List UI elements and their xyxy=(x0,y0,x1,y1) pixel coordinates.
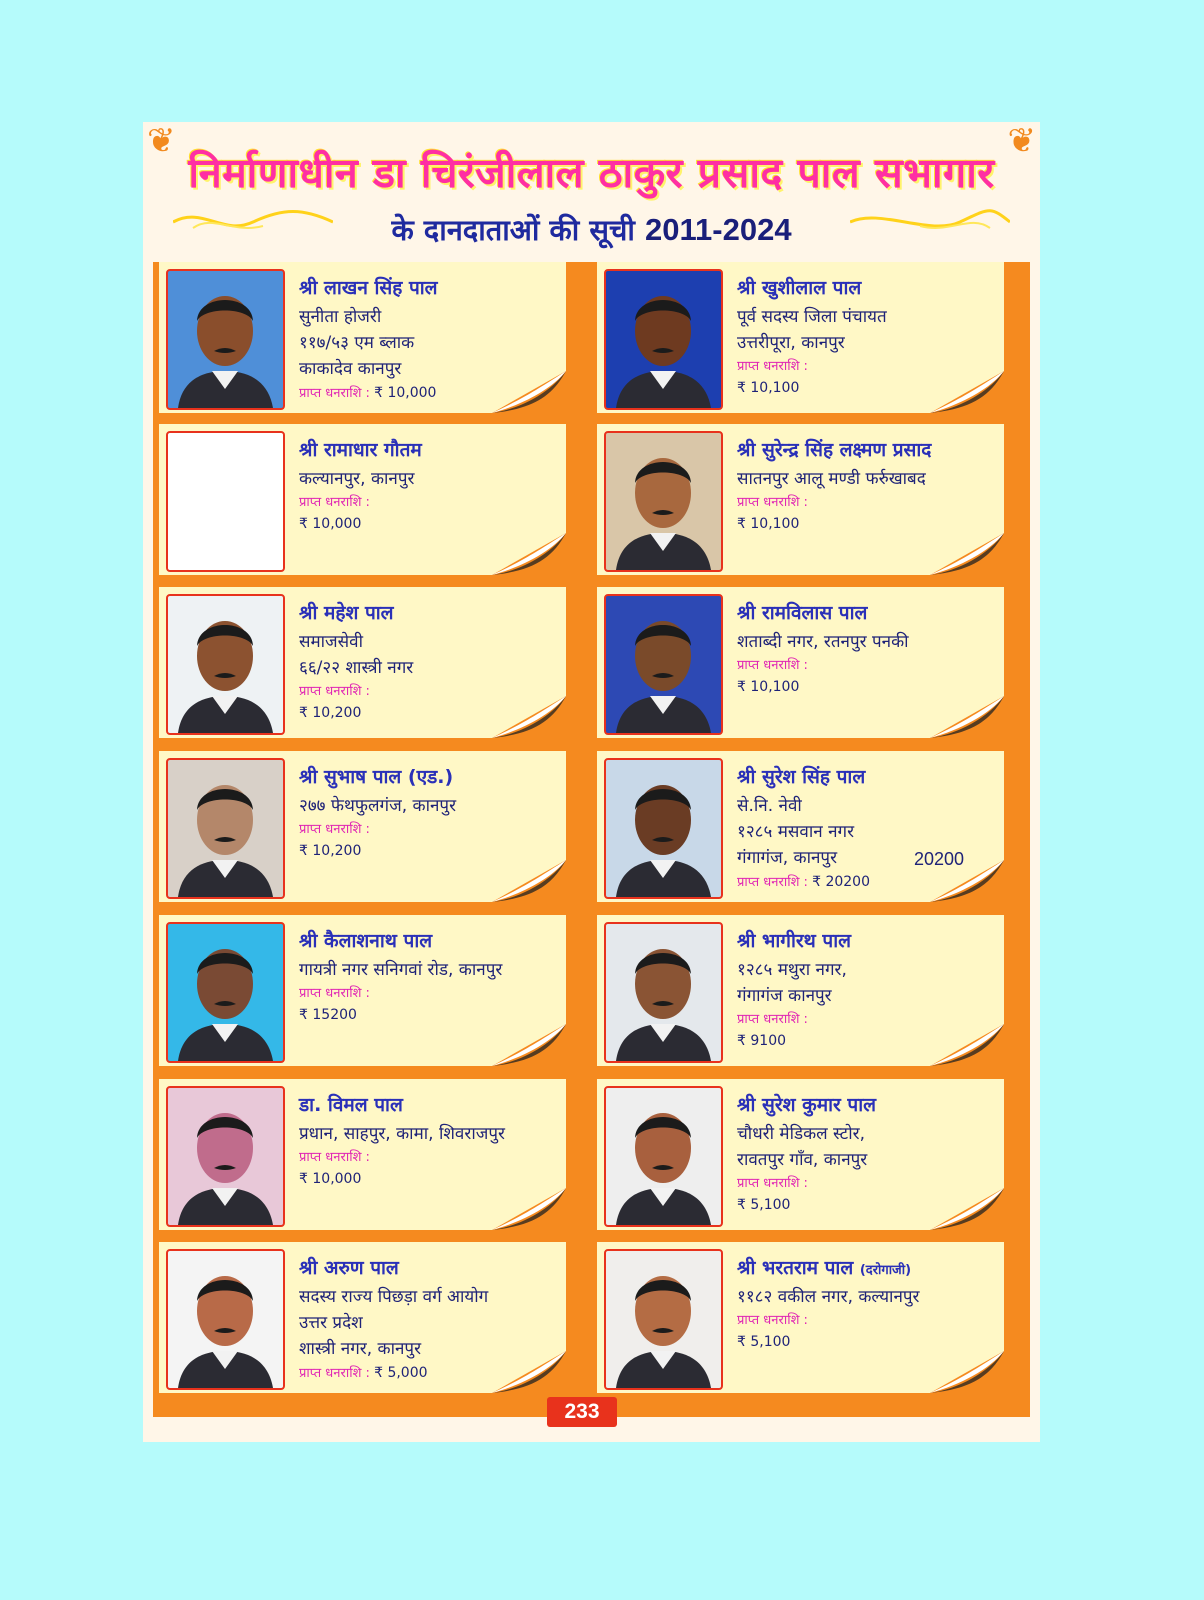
donor-name-text: श्री सुभाष पाल (एड.) xyxy=(299,766,454,788)
donor-info xyxy=(737,599,1000,697)
page-curl-icon xyxy=(930,1188,1004,1230)
donor-card xyxy=(597,915,1004,1066)
amount-label-text: प्राप्त धनराशि : xyxy=(299,1366,370,1381)
page-title: निर्माणाधीन डा चिरंजीलाल ठाकुर प्रसाद पाल सभागार xyxy=(188,149,995,197)
page-curl-icon xyxy=(930,1351,1004,1393)
donor-address-line: २७७ फेथफुलगंज, कानपुर xyxy=(299,796,457,816)
donor-name-text: डा. विमल पाल xyxy=(299,1094,403,1116)
amount-label xyxy=(737,1310,1000,1332)
document-page xyxy=(143,122,1040,1442)
donor-photo xyxy=(604,431,723,572)
donor-photo xyxy=(166,431,285,572)
amount-label-text: प्राप्त धनराशि : xyxy=(299,822,370,837)
donor-photo xyxy=(166,758,285,899)
donation-amount: 10,000 xyxy=(387,385,437,401)
currency-symbol: ₹ xyxy=(812,874,821,890)
donor-name xyxy=(299,927,562,953)
donor-address-line: सदस्य राज्य पिछड़ा वर्ग आयोग xyxy=(299,1287,489,1307)
currency-symbol: ₹ xyxy=(737,1197,746,1213)
years-range: 2011-2024 xyxy=(645,212,792,247)
donor-name xyxy=(737,763,1000,789)
donation-amount: 10,000 xyxy=(312,516,362,532)
donor-name xyxy=(737,436,1000,462)
donor-address-line: रावतपुर गाँव, कानपुर xyxy=(737,1150,868,1170)
donation-amount: 10,200 xyxy=(312,705,362,721)
donor-photo xyxy=(604,269,723,410)
amount-label-text: प्राप्त धनराशि : xyxy=(299,684,370,699)
donor-name-text: श्री रामविलास पाल xyxy=(737,602,868,624)
amount-label-text: प्राप्त धनराशि : xyxy=(737,359,808,374)
amount-label-text: प्राप्त धनराशि : xyxy=(299,386,370,401)
donation-amount: 10,100 xyxy=(750,380,800,396)
currency-symbol: ₹ xyxy=(737,380,746,396)
donor-card xyxy=(159,262,566,413)
amount-label-text: प्राप्त धनराशि : xyxy=(737,1012,808,1027)
currency-symbol: ₹ xyxy=(737,679,746,695)
donor-name xyxy=(737,927,1000,953)
donor-info xyxy=(299,1091,562,1189)
amount-label xyxy=(737,492,1000,514)
donor-name-text: श्री भागीरथ पाल xyxy=(737,930,852,952)
donor-card xyxy=(597,1079,1004,1230)
amount-label-text: प्राप्त धनराशि : xyxy=(737,1313,808,1328)
corner-ornament-left-icon: ❦ xyxy=(147,121,176,161)
donation-amount: 5,000 xyxy=(387,1365,428,1381)
page-curl-icon xyxy=(930,696,1004,738)
amount-row xyxy=(737,1332,1000,1352)
donor-grid xyxy=(153,262,1030,1417)
page-curl-icon xyxy=(492,371,566,413)
donation-amount: 5,100 xyxy=(750,1334,791,1350)
amount-row xyxy=(299,1169,562,1189)
amount-label xyxy=(299,983,562,1005)
donation-amount: 9100 xyxy=(750,1033,787,1049)
donor-name-text: श्री लाखन सिंह पाल xyxy=(299,277,438,299)
donor-photo xyxy=(166,1086,285,1227)
amount-label-text: प्राप्त धनराशि : xyxy=(737,1176,808,1191)
donor-card xyxy=(159,1242,566,1393)
amount-label-text: प्राप्त धनराशि : xyxy=(737,495,808,510)
amount-label-text: प्राप्त धनराशि : xyxy=(737,875,808,890)
donor-address-line: पूर्व सदस्य जिला पंचायत xyxy=(737,307,887,327)
amount-label-text: प्राप्त धनराशि : xyxy=(299,495,370,510)
donor-name-text: श्री खुशीलाल पाल xyxy=(737,277,862,299)
donor-address-line: ६६/२२ शास्त्री नगर xyxy=(299,658,414,678)
currency-symbol: ₹ xyxy=(299,705,308,721)
donation-amount: 5,100 xyxy=(750,1197,791,1213)
page-curl-icon xyxy=(930,533,1004,575)
amount-label xyxy=(299,819,562,841)
page-curl-icon xyxy=(492,1024,566,1066)
donor-photo xyxy=(604,1249,723,1390)
donor-photo xyxy=(604,1086,723,1227)
donation-amount: 10,000 xyxy=(312,1171,362,1187)
donor-info xyxy=(299,763,562,861)
donor-address-line: गायत्री नगर सनिगवां रोड, कानपुर xyxy=(299,960,503,980)
donor-address-line: ११८२ वकील नगर, कल्यानपुर xyxy=(737,1287,920,1307)
donor-address-line: १२८५ मथुरा नगर, xyxy=(737,960,847,980)
page-subtitle xyxy=(143,210,1040,249)
donor-name xyxy=(737,1254,1000,1280)
donor-name xyxy=(299,1254,562,1280)
donor-photo xyxy=(166,922,285,1063)
currency-symbol: ₹ xyxy=(299,1171,308,1187)
donor-address-line: शास्त्री नगर, कानपुर xyxy=(299,1339,422,1359)
corner-ornament-right-icon: ❦ xyxy=(1007,121,1036,161)
currency-symbol: ₹ xyxy=(737,1334,746,1350)
donor-info xyxy=(299,927,562,1025)
page-curl-icon xyxy=(492,533,566,575)
donor-name xyxy=(737,1091,1000,1117)
donor-name xyxy=(299,274,562,300)
donor-address-line: प्रधान, साहपुर, कामा, शिवराजपुर xyxy=(299,1124,505,1144)
currency-symbol: ₹ xyxy=(299,1007,308,1023)
donor-name xyxy=(299,1091,562,1117)
donor-address-line: गंगागंज कानपुर xyxy=(737,986,832,1006)
donor-address-line: उत्तरीपूरा, कानपुर xyxy=(737,333,845,353)
currency-symbol: ₹ xyxy=(299,516,308,532)
donor-name-text: श्री भरतराम पाल xyxy=(737,1257,854,1279)
donor-photo xyxy=(166,1249,285,1390)
donor-card xyxy=(597,1242,1004,1393)
donor-name xyxy=(737,274,1000,300)
donor-name-text: श्री रामाधार गौतम xyxy=(299,439,422,461)
currency-symbol: ₹ xyxy=(374,385,383,401)
donor-name xyxy=(737,599,1000,625)
donor-address-line: काकादेव कानपुर xyxy=(299,359,402,379)
donor-photo xyxy=(604,594,723,735)
donor-address-line: कल्यानपुर, कानपुर xyxy=(299,469,415,489)
amount-label-text: प्राप्त धनराशि : xyxy=(737,658,808,673)
donor-photo xyxy=(604,922,723,1063)
donor-card xyxy=(597,424,1004,575)
donor-name xyxy=(299,763,562,789)
donor-photo xyxy=(604,758,723,899)
currency-symbol: ₹ xyxy=(737,516,746,532)
amount-row xyxy=(737,677,1000,697)
donor-name-text: श्री सुरेन्द्र सिंह लक्ष्मण प्रसाद xyxy=(737,439,932,461)
amount-row xyxy=(299,841,562,861)
donor-name-text: श्री सुरेश सिंह पाल xyxy=(737,766,866,788)
donor-name xyxy=(299,599,562,625)
page-curl-icon xyxy=(492,696,566,738)
donor-address-line: शताब्दी नगर, रतनपुर पनकी xyxy=(737,632,909,652)
subtitle-text: के दानदाताओं की सूची xyxy=(391,213,635,247)
donation-amount: 10,100 xyxy=(750,516,800,532)
amount-label xyxy=(737,655,1000,677)
donor-address-line: सातनपुर आलू मण्डी फर्रुखाबद xyxy=(737,469,926,489)
donor-name-text: श्री कैलाशनाथ पाल xyxy=(299,930,433,952)
donor-name-text: श्री महेश पाल xyxy=(299,602,394,624)
donor-address-line: से.नि. नेवी xyxy=(737,796,802,816)
donor-name xyxy=(299,436,562,462)
page-curl-icon xyxy=(930,860,1004,902)
donor-address-line: ११७/५३ एम ब्लाक xyxy=(299,333,415,353)
donor-address-line: चौधरी मेडिकल स्टोर, xyxy=(737,1124,866,1144)
page-number: 233 xyxy=(547,1397,617,1427)
donor-info xyxy=(299,436,562,534)
donor-info xyxy=(737,1254,1000,1352)
page-curl-icon xyxy=(930,1024,1004,1066)
donor-card xyxy=(159,587,566,738)
handwritten-amount-note: 20200 xyxy=(913,849,964,869)
amount-label xyxy=(299,1147,562,1169)
donor-name-text: श्री सुरेश कुमार पाल xyxy=(737,1094,876,1116)
currency-symbol: ₹ xyxy=(374,1365,383,1381)
page-curl-icon xyxy=(492,1351,566,1393)
currency-symbol: ₹ xyxy=(737,1033,746,1049)
amount-row xyxy=(737,514,1000,534)
donation-amount: 20200 xyxy=(825,874,870,890)
donor-card xyxy=(597,262,1004,413)
donor-address-line: समाजसेवी xyxy=(299,632,364,652)
amount-label-text: प्राप्त धनराशि : xyxy=(299,1150,370,1165)
donor-card xyxy=(159,1079,566,1230)
donor-photo xyxy=(166,594,285,735)
page-curl-icon xyxy=(492,860,566,902)
donor-name-suffix: (दरोगाजी) xyxy=(859,1263,912,1278)
amount-row xyxy=(299,514,562,534)
donor-address-line: गंगागंज, कानपुर xyxy=(737,848,838,868)
donor-info xyxy=(737,436,1000,534)
page-curl-icon xyxy=(492,1188,566,1230)
donor-photo xyxy=(166,269,285,410)
donor-name-text: श्री अरुण पाल xyxy=(299,1257,399,1279)
currency-symbol: ₹ xyxy=(299,843,308,859)
donor-card xyxy=(597,751,1004,902)
donor-address-line: सुनीता होजरी xyxy=(299,307,382,327)
donation-amount: 15200 xyxy=(312,1007,357,1023)
donor-card xyxy=(159,915,566,1066)
donor-card xyxy=(597,587,1004,738)
amount-label xyxy=(299,492,562,514)
amount-row xyxy=(299,1005,562,1025)
page-curl-icon xyxy=(930,371,1004,413)
donor-address-line: १२८५ मसवान नगर xyxy=(737,822,855,842)
donor-card xyxy=(159,424,566,575)
donor-card xyxy=(159,751,566,902)
amount-label-text: प्राप्त धनराशि : xyxy=(299,986,370,1001)
donation-amount: 10,200 xyxy=(312,843,362,859)
donation-amount: 10,100 xyxy=(750,679,800,695)
donor-address-line: उत्तर प्रदेश xyxy=(299,1313,363,1333)
